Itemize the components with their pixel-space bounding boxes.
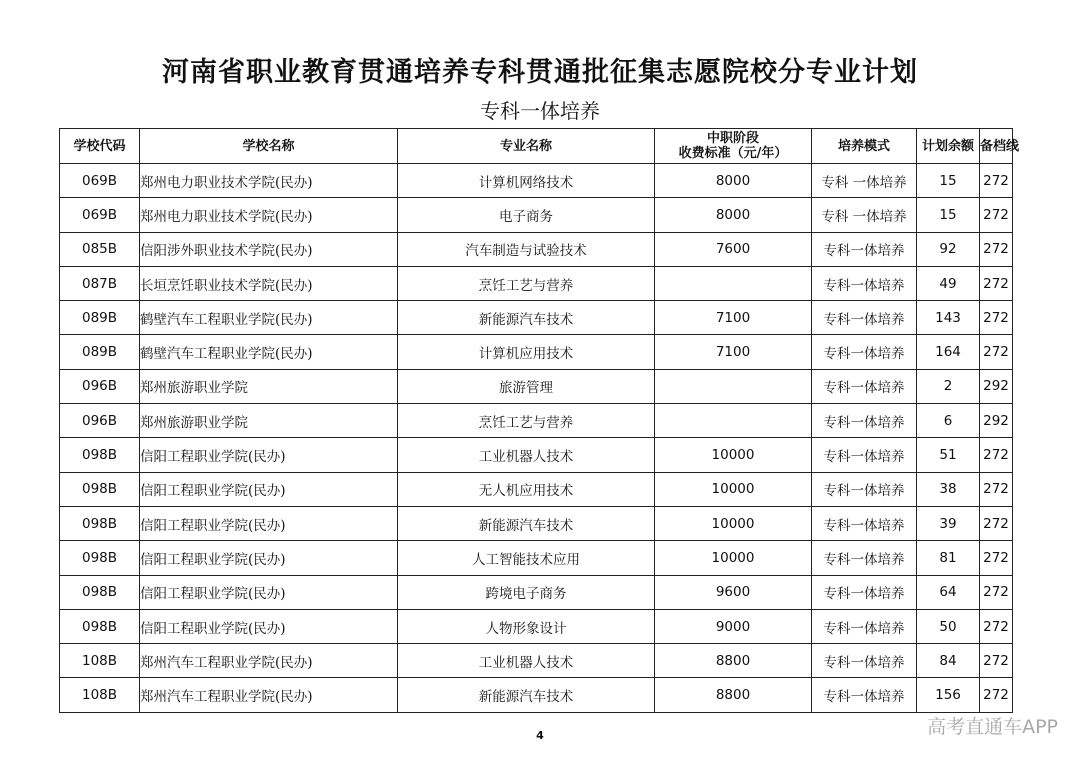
cell-cutoff-score: 272 bbox=[980, 575, 1013, 609]
cell-remaining-quota: 50 bbox=[917, 609, 980, 643]
cell-remaining-quota: 51 bbox=[917, 438, 980, 472]
cell-remaining-quota: 84 bbox=[917, 644, 980, 678]
cell-major-name: 工业机器人技术 bbox=[398, 644, 655, 678]
table-row bbox=[60, 266, 1013, 300]
cell-fee: 8800 bbox=[655, 678, 812, 712]
cell-cutoff-score: 292 bbox=[980, 369, 1013, 403]
cell-school-name: 信阳工程职业学院(民办) bbox=[140, 438, 398, 472]
cell-school-name: 信阳工程职业学院(民办) bbox=[140, 541, 398, 575]
cell-school-name: 信阳工程职业学院(民办) bbox=[140, 609, 398, 643]
cell-training-mode: 专科一体培养 bbox=[812, 232, 917, 266]
table-row bbox=[60, 198, 1013, 232]
cell-cutoff-score: 272 bbox=[980, 301, 1013, 335]
cell-fee: 9000 bbox=[655, 609, 812, 643]
table-row bbox=[60, 575, 1013, 609]
cell-cutoff-score: 272 bbox=[980, 198, 1013, 232]
cell-major-name: 人工智能技术应用 bbox=[398, 541, 655, 575]
cell-remaining-quota: 81 bbox=[917, 541, 980, 575]
cell-fee: 10000 bbox=[655, 472, 812, 506]
cell-school-name: 鹤壁汽车工程职业学院(民办) bbox=[140, 335, 398, 369]
page-title: 河南省职业教育贯通培养专科贯通批征集志愿院校分专业计划 bbox=[162, 57, 918, 88]
header-fee-line1: 中职阶段 bbox=[706, 131, 759, 146]
table-row bbox=[60, 164, 1013, 198]
cell-training-mode: 专科一体培养 bbox=[812, 266, 917, 300]
header-training-mode: 培养模式 bbox=[812, 129, 917, 164]
table-row bbox=[60, 472, 1013, 506]
cell-school-code: 085B bbox=[60, 232, 140, 266]
cell-school-name: 鹤壁汽车工程职业学院(民办) bbox=[140, 301, 398, 335]
cell-major-name: 新能源汽车技术 bbox=[398, 678, 655, 712]
cell-training-mode: 专科一体培养 bbox=[812, 678, 917, 712]
cell-training-mode: 专科一体培养 bbox=[812, 575, 917, 609]
table-header-row bbox=[60, 129, 1013, 164]
cell-school-code: 098B bbox=[60, 438, 140, 472]
cell-remaining-quota: 39 bbox=[917, 506, 980, 540]
cell-school-code: 098B bbox=[60, 472, 140, 506]
cell-training-mode: 专科一体培养 bbox=[812, 369, 917, 403]
cell-remaining-quota: 64 bbox=[917, 575, 980, 609]
cell-school-name: 郑州汽车工程职业学院(民办) bbox=[140, 678, 398, 712]
cell-major-name: 汽车制造与试验技术 bbox=[398, 232, 655, 266]
cell-training-mode: 专科一体培养 bbox=[812, 301, 917, 335]
cell-fee bbox=[655, 404, 812, 438]
cell-school-code: 087B bbox=[60, 266, 140, 300]
cell-fee bbox=[655, 369, 812, 403]
table-body bbox=[60, 164, 1013, 713]
cell-school-name: 郑州旅游职业学院 bbox=[140, 369, 398, 403]
cell-school-code: 098B bbox=[60, 609, 140, 643]
header-cutoff-score: 备档线 bbox=[980, 129, 1013, 164]
table-row bbox=[60, 404, 1013, 438]
cell-fee: 8000 bbox=[655, 198, 812, 232]
cell-major-name: 跨境电子商务 bbox=[398, 575, 655, 609]
cell-fee: 10000 bbox=[655, 506, 812, 540]
cell-remaining-quota: 92 bbox=[917, 232, 980, 266]
cell-major-name: 新能源汽车技术 bbox=[398, 506, 655, 540]
cell-cutoff-score: 272 bbox=[980, 232, 1013, 266]
header-fee-line2: 收费标准（元/年） bbox=[678, 146, 788, 161]
cell-major-name: 人物形象设计 bbox=[398, 609, 655, 643]
cell-school-name: 信阳工程职业学院(民办) bbox=[140, 506, 398, 540]
cell-fee: 9600 bbox=[655, 575, 812, 609]
cell-fee: 8800 bbox=[655, 644, 812, 678]
cell-training-mode: 专科一体培养 bbox=[812, 506, 917, 540]
cell-cutoff-score: 272 bbox=[980, 678, 1013, 712]
cell-school-code: 089B bbox=[60, 335, 140, 369]
cell-remaining-quota: 156 bbox=[917, 678, 980, 712]
cell-cutoff-score: 272 bbox=[980, 541, 1013, 575]
cell-school-name: 信阳工程职业学院(民办) bbox=[140, 575, 398, 609]
cell-remaining-quota: 6 bbox=[917, 404, 980, 438]
cell-fee: 10000 bbox=[655, 541, 812, 575]
cell-major-name: 新能源汽车技术 bbox=[398, 301, 655, 335]
cell-school-name: 郑州旅游职业学院 bbox=[140, 404, 398, 438]
cell-school-name: 长垣烹饪职业技术学院(民办) bbox=[140, 266, 398, 300]
header-school-name: 学校名称 bbox=[140, 129, 398, 164]
enrollment-plan-table bbox=[59, 128, 1020, 713]
cell-school-code: 096B bbox=[60, 404, 140, 438]
header-remaining-quota: 计划余额 bbox=[917, 129, 980, 164]
cell-school-code: 098B bbox=[60, 541, 140, 575]
cell-training-mode: 专科 一体培养 bbox=[812, 198, 917, 232]
cell-cutoff-score: 292 bbox=[980, 404, 1013, 438]
cell-fee: 7100 bbox=[655, 335, 812, 369]
table-row bbox=[60, 541, 1013, 575]
header-major-name: 专业名称 bbox=[398, 129, 655, 164]
table-row bbox=[60, 232, 1013, 266]
watermark-text: 高考直通车APP bbox=[927, 716, 1058, 738]
cell-school-name: 郑州电力职业技术学院(民办) bbox=[140, 164, 398, 198]
cell-training-mode: 专科一体培养 bbox=[812, 609, 917, 643]
cell-cutoff-score: 272 bbox=[980, 609, 1013, 643]
cell-major-name: 电子商务 bbox=[398, 198, 655, 232]
cell-remaining-quota: 49 bbox=[917, 266, 980, 300]
cell-school-code: 108B bbox=[60, 644, 140, 678]
cell-fee: 7100 bbox=[655, 301, 812, 335]
cell-remaining-quota: 38 bbox=[917, 472, 980, 506]
cell-fee: 10000 bbox=[655, 438, 812, 472]
cell-major-name: 旅游管理 bbox=[398, 369, 655, 403]
header-fee bbox=[655, 129, 812, 164]
cell-cutoff-score: 272 bbox=[980, 438, 1013, 472]
cell-major-name: 计算机应用技术 bbox=[398, 335, 655, 369]
table-row bbox=[60, 369, 1013, 403]
page-number: 4 bbox=[536, 729, 544, 742]
cell-school-name: 郑州汽车工程职业学院(民办) bbox=[140, 644, 398, 678]
cell-major-name: 烹饪工艺与营养 bbox=[398, 404, 655, 438]
cell-school-code: 069B bbox=[60, 198, 140, 232]
cell-school-name: 信阳工程职业学院(民办) bbox=[140, 472, 398, 506]
cell-cutoff-score: 272 bbox=[980, 472, 1013, 506]
cell-training-mode: 专科一体培养 bbox=[812, 472, 917, 506]
cell-school-code: 098B bbox=[60, 506, 140, 540]
cell-cutoff-score: 272 bbox=[980, 335, 1013, 369]
cell-fee bbox=[655, 266, 812, 300]
cell-cutoff-score: 272 bbox=[980, 644, 1013, 678]
cell-training-mode: 专科一体培养 bbox=[812, 335, 917, 369]
table-row bbox=[60, 301, 1013, 335]
cell-cutoff-score: 272 bbox=[980, 266, 1013, 300]
cell-remaining-quota: 15 bbox=[917, 164, 980, 198]
cell-remaining-quota: 143 bbox=[917, 301, 980, 335]
cell-remaining-quota: 164 bbox=[917, 335, 980, 369]
page-subtitle: 专科一体培养 bbox=[480, 99, 600, 123]
cell-cutoff-score: 272 bbox=[980, 506, 1013, 540]
cell-school-code: 089B bbox=[60, 301, 140, 335]
cell-major-name: 无人机应用技术 bbox=[398, 472, 655, 506]
table-row bbox=[60, 609, 1013, 643]
cell-school-code: 108B bbox=[60, 678, 140, 712]
cell-school-name: 郑州电力职业技术学院(民办) bbox=[140, 198, 398, 232]
cell-major-name: 工业机器人技术 bbox=[398, 438, 655, 472]
cell-school-code: 098B bbox=[60, 575, 140, 609]
cell-school-code: 096B bbox=[60, 369, 140, 403]
table-row bbox=[60, 506, 1013, 540]
table-row bbox=[60, 678, 1013, 712]
cell-training-mode: 专科 一体培养 bbox=[812, 164, 917, 198]
cell-school-code: 069B bbox=[60, 164, 140, 198]
table-row bbox=[60, 644, 1013, 678]
cell-fee: 7600 bbox=[655, 232, 812, 266]
cell-training-mode: 专科一体培养 bbox=[812, 438, 917, 472]
table-row bbox=[60, 335, 1013, 369]
cell-major-name: 烹饪工艺与营养 bbox=[398, 266, 655, 300]
cell-remaining-quota: 2 bbox=[917, 369, 980, 403]
cell-fee: 8000 bbox=[655, 164, 812, 198]
cell-training-mode: 专科一体培养 bbox=[812, 541, 917, 575]
cell-training-mode: 专科一体培养 bbox=[812, 644, 917, 678]
header-school-code: 学校代码 bbox=[60, 129, 140, 164]
cell-remaining-quota: 15 bbox=[917, 198, 980, 232]
cell-major-name: 计算机网络技术 bbox=[398, 164, 655, 198]
table-row bbox=[60, 438, 1013, 472]
cell-training-mode: 专科一体培养 bbox=[812, 404, 917, 438]
cell-school-name: 信阳涉外职业技术学院(民办) bbox=[140, 232, 398, 266]
cell-cutoff-score: 272 bbox=[980, 164, 1013, 198]
